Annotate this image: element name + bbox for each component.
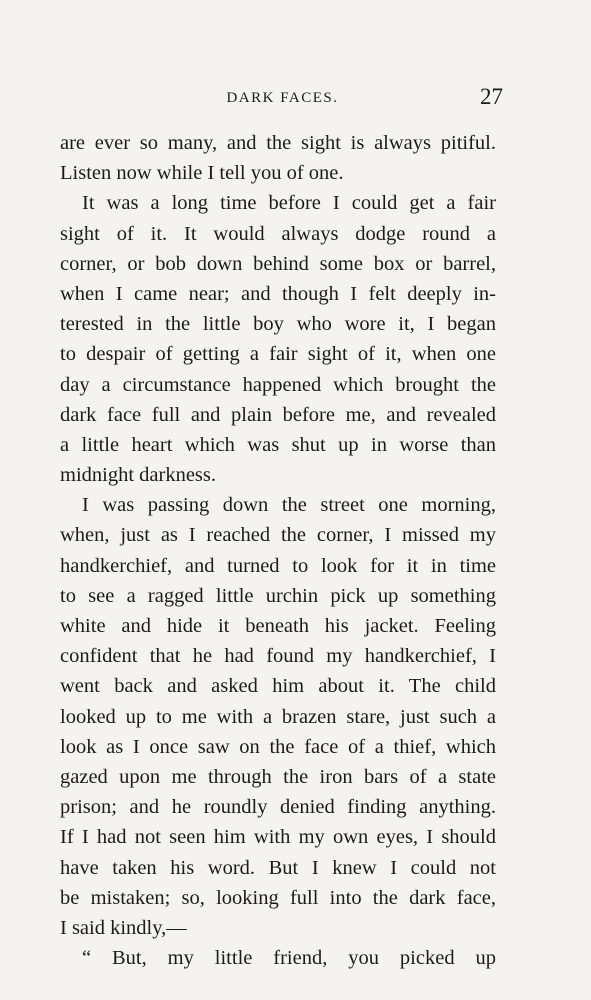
text-line: went back and asked him about it. The child bbox=[60, 675, 496, 698]
text-line: are ever so many, and the sight is always pitiful. bbox=[60, 132, 496, 154]
text-line: white and hide it beneath his jacket. Feeling bbox=[60, 615, 496, 637]
text-line: day a circumstance happened which brought the bbox=[60, 373, 496, 396]
text-line: Listen now while I tell you of one. bbox=[60, 162, 344, 185]
text-line: confident that he had found my handkerchief, I bbox=[60, 645, 496, 668]
text-line: dark face full and plain before me, and revealed bbox=[60, 403, 496, 426]
text-line: “ But, my little friend, you picked up bbox=[82, 947, 496, 970]
text-line: I was passing down the street one morning, bbox=[82, 494, 496, 517]
running-head bbox=[62, 86, 503, 112]
text-line: be mistaken; so, looking full into the dark face, bbox=[60, 886, 496, 909]
text-line: prison; and he roundly denied finding anything. bbox=[60, 796, 496, 819]
text-line: I said kindly,— bbox=[60, 916, 187, 939]
text-line: a little heart which was shut up in worse than bbox=[60, 433, 496, 456]
text-line: handkerchief, and turned to look for it in time bbox=[60, 554, 496, 577]
text-line: to despair of getting a fair sight of it, when one bbox=[60, 343, 496, 366]
running-title: DARK FACES. bbox=[226, 90, 339, 106]
text-line: have taken his word. But I knew I could not bbox=[60, 856, 496, 879]
text-line: midnight darkness. bbox=[60, 464, 217, 487]
text-line: corner, or bob down behind some box or barrel, bbox=[60, 252, 496, 275]
text-line: to see a ragged little urchin pick up something bbox=[60, 584, 496, 607]
text-line: when, just as I reached the corner, I missed my bbox=[60, 524, 496, 547]
text-line: look as I once saw on the face of a thief, which bbox=[60, 735, 496, 758]
page-number: 27 bbox=[480, 84, 503, 109]
text-line: It was a long time before I could get a fair bbox=[82, 192, 496, 215]
text-line: gazed upon me through the iron bars of a state bbox=[60, 765, 496, 788]
text-line: terested in the little boy who wore it, I began bbox=[60, 313, 496, 336]
text-line: when I came near; and though I felt deeply in- bbox=[60, 282, 496, 305]
text-line: If I had not seen him with my own eyes, I should bbox=[60, 826, 496, 849]
text-line: sight of it. It would always dodge round a bbox=[60, 222, 496, 245]
body-text bbox=[60, 128, 496, 973]
text-line: looked up to me with a brazen stare, just such a bbox=[60, 705, 496, 728]
